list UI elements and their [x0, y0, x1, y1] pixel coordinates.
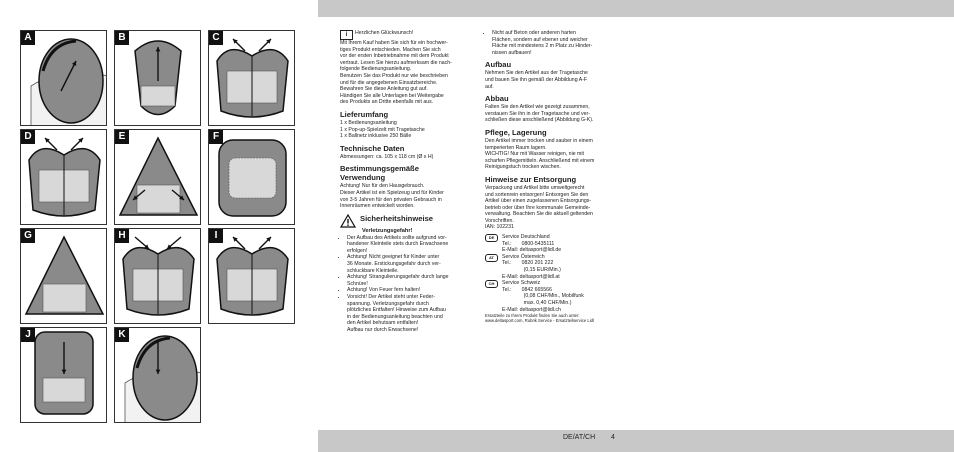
figure-illustration	[209, 229, 295, 324]
lieferumfang-item: 1 x Ballnetz inklusive 250 Bälle	[340, 133, 412, 140]
abbau-text	[485, 104, 609, 124]
warning-line: Aufbau nur durch Erwachsene!	[347, 327, 419, 333]
service-line: (0,15 EUR/Min.)	[502, 267, 561, 274]
intro-line: vor der ersten Inbetriebnahme mit dem Produkt	[340, 53, 449, 60]
pflege-line: Den Artikel immer trocken und sauber in einem	[485, 137, 593, 144]
warning-line: den Artikel behutsam entfalten!	[347, 320, 419, 327]
figure-letter: K	[115, 328, 129, 342]
figure-i	[208, 228, 295, 324]
intro-line: und für die angegebenen Einsatzbereiche.	[340, 79, 438, 86]
abbau-line: verstauen Sie ihn in der Tragetasche und ver-	[485, 110, 590, 117]
info-icon: i	[340, 30, 353, 40]
intro-line: Händigen Sie alle Unterlagen bei Weitergabe	[340, 92, 444, 99]
warning-line: • Vorsicht! Der Artikel steht unter Feder-	[347, 294, 435, 301]
spare-parts-note	[485, 313, 609, 323]
figure-a	[20, 30, 107, 126]
heading-lieferumfang: Lieferumfang	[340, 109, 389, 119]
figure-c	[208, 30, 295, 126]
intro-line: folgende Bedienungsanleitung.	[340, 66, 412, 73]
warning-line: spannung. Verletzungsgefahr durch	[347, 300, 429, 307]
aufbau-line: und bauen Sie ihn gemäß der Abbildung A-F	[485, 76, 588, 83]
figure-g	[20, 228, 107, 324]
warning-subtitle: Verletzungsgefahr!	[362, 227, 413, 234]
warning-line: • Der Aufbau des Artikels sollte aufgrund vor-	[347, 234, 447, 241]
figure-letter: F	[209, 130, 223, 144]
figure-k	[114, 327, 201, 423]
warning-item	[347, 254, 470, 274]
heading-pflege: Pflege, Lagerung	[485, 127, 547, 137]
service-row	[485, 280, 609, 313]
warning-item	[347, 294, 470, 334]
figure-illustration	[115, 31, 201, 126]
service-line: Tel.: 0842 665566	[502, 286, 552, 293]
service-line: E-Mail: deltasport@lidl.de	[502, 247, 562, 254]
heading-technische-daten: Technische Daten	[340, 143, 405, 153]
service-line: Service Deutschland	[502, 234, 550, 241]
warning-line: • Achtung! Von Feuer fern halten!	[347, 287, 421, 294]
text-column-left	[340, 30, 470, 334]
lieferumfang-list	[340, 120, 470, 140]
ian-number: IAN: 102231	[485, 224, 514, 231]
figure-illustration	[209, 31, 295, 126]
warning-line: • Achtung! Strangulierungsgefahr durch lange	[347, 274, 449, 281]
figure-letter: E	[115, 130, 129, 144]
warning-line: in der Bedienungsanleitung beachten und	[347, 313, 443, 320]
lieferumfang-item: 1 x Pop-up-Spielzelt mit Tragetasche	[340, 126, 425, 133]
heading-abbau: Abbau	[485, 94, 509, 104]
technische-daten-text: Abmessungen: ca. 105 x 118 cm (Ø x H)	[340, 153, 434, 160]
country-flag-icon: CH	[485, 280, 498, 288]
pflege-line: WICHTIG! Nur mit Wasser reinigen, nie mit	[485, 151, 584, 158]
intro-line: des Produkts an Dritte ebenfalls mit aus.	[340, 99, 434, 106]
service-line: E-Mail: deltasport@lidl.ch	[502, 306, 561, 313]
country-flag-icon: DE	[485, 234, 498, 242]
pflege-text	[485, 138, 609, 171]
figure-illustration	[21, 31, 107, 126]
bottom-gray-bar	[318, 430, 954, 452]
warning-triangle-icon	[340, 214, 356, 228]
entsorgung-line: verwaltung. Beachten Sie die aktuell geltenden	[485, 211, 593, 218]
spare-parts-line: www.deltasport.com, Rubrik Service - Ersatzteilservice Lidl	[485, 318, 594, 324]
warning-header	[340, 214, 470, 228]
intro-greeting: Herzlichen Glückwunsch!	[355, 30, 414, 36]
warning-line: Flächen, sondern auf ebener und weicher	[492, 36, 588, 43]
figure-e	[114, 129, 201, 225]
footer-page-number: 4	[611, 434, 615, 441]
service-row	[485, 254, 609, 280]
heading-bestimmung-1: Bestimmungsgemäße	[340, 164, 419, 174]
service-line: Service Schweiz	[502, 280, 541, 287]
figure-illustration	[21, 229, 107, 324]
lieferumfang-item: 1 x Bedienungsanleitung	[340, 119, 397, 126]
figure-letter: C	[209, 31, 223, 45]
heading-aufbau: Aufbau	[485, 60, 512, 70]
abbau-line: Falten Sie den Artikel wie gezeigt zusammen,	[485, 104, 590, 111]
intro-line: Benutzen Sie das Produkt nur wie beschrieben	[340, 72, 448, 79]
entsorgung-line: Vorschriften.	[485, 217, 514, 224]
intro-line: vertraut. Lesen Sie hierzu aufmerksam die nach-	[340, 59, 452, 66]
bestimmung-line: von 3-5 Jahren für den privaten Gebrauch in	[340, 196, 442, 203]
warning-item	[347, 287, 470, 294]
figure-illustration	[209, 130, 295, 225]
service-row	[485, 234, 609, 254]
figure-letter: B	[115, 31, 129, 45]
spare-parts-line: Ersatzteile zu Ihrem Produkt finden Sie auch unter:	[485, 313, 580, 319]
service-line: (0,08 CHF/Min., Mobilfunk	[502, 293, 584, 300]
figure-illustration	[21, 130, 107, 225]
warning-item	[492, 30, 609, 56]
entsorgung-line: Artikel über einen zugelassenen Entsorgungs-	[485, 198, 592, 205]
warning-line: nissen aufbauen!	[492, 49, 532, 56]
figure-j	[20, 327, 107, 423]
warning-line: 36 Monate. Erstickungsgefahr durch ver-	[347, 261, 441, 268]
intro-line: tiges Produkt entschieden. Machen Sie sich	[340, 46, 441, 53]
figure-letter: H	[115, 229, 129, 243]
heading-sicherheitshinweise: Sicherheitshinweise	[360, 213, 434, 223]
figure-letter: G	[21, 229, 35, 243]
bestimmung-line: Innenräumen entwickelt worden.	[340, 203, 415, 210]
warning-line: schluckbare Kleinteile.	[347, 267, 399, 274]
entsorgung-line: Verpackung und Artikel bitte umweltgerecht	[485, 184, 585, 191]
text-column-right	[485, 30, 609, 324]
service-contacts	[485, 234, 609, 313]
figure-letter: A	[21, 31, 35, 45]
entsorgung-text	[485, 185, 609, 225]
top-gray-bar	[318, 0, 954, 17]
bestimmung-line: Achtung! Nur für den Hausgebrauch.	[340, 183, 425, 190]
warning-list-continued	[485, 30, 609, 56]
intro-line: Bewahren Sie diese Anleitung gut auf.	[340, 86, 428, 93]
service-lines	[502, 254, 609, 280]
figure-letter: J	[21, 328, 35, 342]
bestimmung-line: Dieser Artikel ist ein Spielzeug und für Kinder	[340, 189, 444, 196]
warning-list	[340, 235, 470, 334]
service-lines	[502, 280, 609, 313]
figure-illustration	[115, 229, 201, 324]
bestimmung-text	[340, 183, 470, 209]
service-lines	[502, 234, 609, 254]
intro-line: Mit Ihrem Kauf haben Sie sich für ein hochwer-	[340, 40, 448, 46]
service-line: max. 0,40 CHF/Min.)	[502, 300, 572, 306]
warning-line: plötzliches Entfalten! Hinweise zum Aufbau	[347, 307, 446, 314]
abbau-line: schließen diese anschließend (Abbildung G-K).	[485, 117, 594, 124]
warning-item	[347, 235, 470, 255]
warning-line: erfolgen!	[347, 247, 368, 254]
heading-entsorgung: Hinweise zur Entsorgung	[485, 174, 577, 184]
aufbau-line: auf.	[485, 83, 494, 90]
country-flag-icon: AT	[485, 254, 498, 262]
warning-line: • Nicht auf Beton oder anderen harten	[492, 30, 576, 36]
figure-d	[20, 129, 107, 225]
entsorgung-line: und sortenrein entsorgen! Entsorgen Sie den	[485, 191, 589, 198]
figure-b	[114, 30, 201, 126]
intro-text	[340, 40, 470, 106]
aufbau-line: Nehmen Sie den Artikel aus der Tragetasche	[485, 70, 588, 77]
figure-f	[208, 129, 295, 225]
service-line: Tel.: 0800-5435111	[502, 240, 555, 247]
warning-item	[347, 274, 470, 287]
figure-letter: I	[209, 229, 223, 243]
service-line: Tel.: 0820 201 222	[502, 260, 554, 267]
warning-line: Fläche mit mindestens 2 m Platz zu Hinder-	[492, 43, 593, 50]
figure-letter: D	[21, 130, 35, 144]
entsorgung-line: betrieb oder über Ihre kommunale Gemeinde-	[485, 204, 591, 211]
pflege-line: scharfen Pflegemitteln. Anschließend mit einem	[485, 157, 595, 164]
figure-illustration	[115, 328, 201, 423]
figure-illustration	[115, 130, 201, 225]
figure-h	[114, 228, 201, 324]
pflege-line: Reinigungstuch trocken wischen.	[485, 164, 561, 171]
figure-illustration	[21, 328, 107, 423]
footer-locale: DE/AT/CH	[563, 434, 596, 441]
warning-line: • Achtung! Nicht geeignet für Kinder unter	[347, 254, 440, 261]
service-line: Service Österreich	[502, 253, 545, 260]
aufbau-text	[485, 70, 609, 90]
pflege-line: temperierten Raum lagern.	[485, 144, 547, 151]
warning-line: Schnüre!	[347, 280, 368, 287]
warning-line: handener Kleinteile stets durch Erwachsene	[347, 241, 449, 248]
heading-bestimmung-2: Verwendung	[340, 173, 386, 183]
service-line: E-Mail: deltasport@lidl.at	[502, 273, 560, 280]
